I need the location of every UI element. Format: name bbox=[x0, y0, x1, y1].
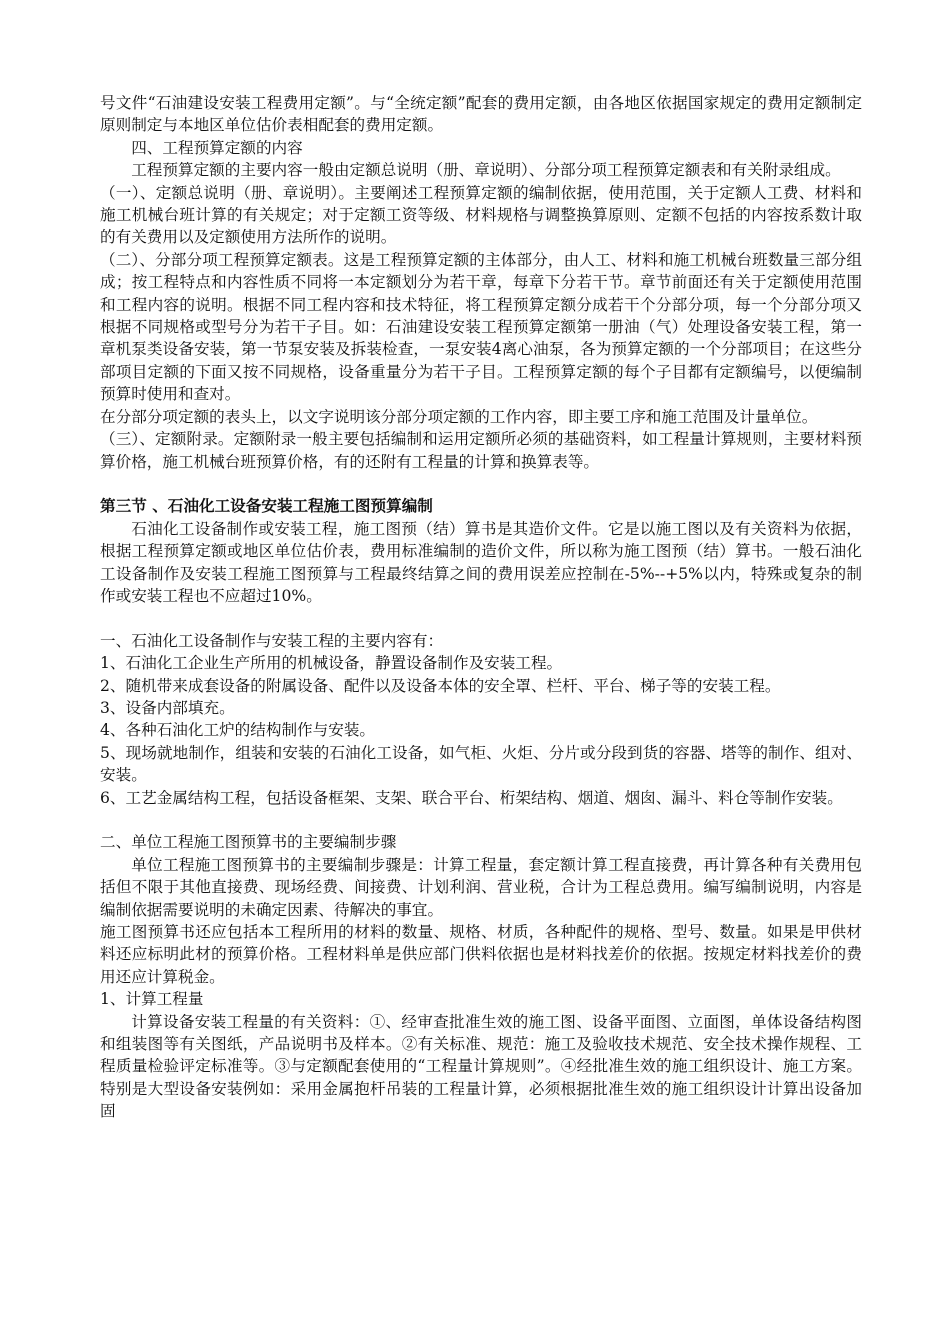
paragraph: 计算设备安装工程量的有关资料：①、经审查批准生效的施工图、设备平面图、立面图，单体设备结构图和组装图等有关图纸，产品说明书及样本。②有关标准、规范：施工及验收技术规范、安全技术操作规程、工程质量检验评定标准等。③与定额配套使用的“工程量计算规则”。④经批准生效的施工组织设计、施工方案。特别是大型设备安装例如：采用金属抱杆吊装的工程量计算，必须根据批准生效的施工组织设计计算出设备加固 bbox=[100, 1012, 862, 1121]
paragraph: 单位工程施工图预算书的主要编制步骤是：计算工程量，套定额计算工程直接费，再计算各种有关费用包括但不限于其他直接费、现场经费、间接费、计划利润、营业税，合计为工程总费用。编写编制说明，内容是编制依据需要说明的未确定因素、待解决的事宜。 bbox=[100, 855, 862, 919]
paragraph: （一）、定额总说明（册、章说明）。主要阐述工程预算定额的编制依据，使用范围，关于定额人工费、材料和施工机械台班计算的有关规定；对于定额工资等级、材料规格与调整换算原则、定额不包括的内容按系数计取的有关费用以及定额使用方法所作的说明。 bbox=[100, 183, 862, 247]
paragraph: （三）、定额附录。定额附录一般主要包括编制和运用定额所必须的基础资料，如工程量计算规则，主要材料预算价格，施工机械台班预算价格，有的还附有工程量的计算和换算表等。 bbox=[100, 430, 862, 471]
list-item: 3、设备内部填充。 bbox=[100, 698, 235, 717]
list-heading: 一、石油化工设备制作与安装工程的主要内容有： bbox=[100, 631, 444, 650]
document-page bbox=[100, 92, 862, 1123]
blank-line bbox=[100, 809, 862, 831]
blank-line bbox=[100, 473, 862, 495]
paragraph: 在分部分项定额的表头上，以文字说明该分部分项定额的工作内容，即主要工序和施工范围及计量单位。 bbox=[100, 407, 818, 426]
paragraph: 施工图预算书还应包括本工程所用的材料的数量、规格、材质，各种配件的规格、型号、数量。如果是甲供材料还应标明此材的预算价格。工程材料单是供应部门供料依据也是材料找差价的依据。按规定材料找差价的费用还应计算税金。 bbox=[100, 922, 862, 986]
paragraph: 工程预算定额的主要内容一般由定额总说明（册、章说明）、分部分项工程预算定额表和有关附录组成。 bbox=[131, 161, 841, 180]
section-heading: 四、工程预算定额的内容 bbox=[131, 138, 303, 157]
list-item: 2、随机带来成套设备的附属设备、配件以及设备本体的安全罩、栏杆、平台、梯子等的安装工程。 bbox=[100, 676, 781, 695]
list-item: 6、工艺金属结构工程，包括设备框架、支架、联合平台、桁架结构、烟道、烟囱、漏斗、料仓等制作安装。 bbox=[100, 788, 843, 807]
list-item: 5、现场就地制作，组装和安装的石油化工设备，如气柜、火炬、分片或分段到货的容器、塔等的制作、组对、安装。 bbox=[100, 743, 862, 785]
subsection-heading: 1、计算工程量 bbox=[100, 990, 204, 1009]
section-title: 第三节 、石油化工设备安装工程施工图预算编制 bbox=[100, 497, 433, 516]
list-item: 1、石油化工企业生产所用的机械设备，静置设备制作及安装工程。 bbox=[100, 654, 563, 673]
list-heading: 二、单位工程施工图预算书的主要编制步骤 bbox=[100, 833, 397, 852]
paragraph: 号文件“石油建设安装工程费用定额”。与“全统定额”配套的费用定额，由各地区依据国家规定的费用定额制定原则制定与本地区单位估价表相配套的费用定额。 bbox=[100, 94, 862, 135]
list-item: 4、各种石油化工炉的结构制作与安装。 bbox=[100, 721, 376, 740]
paragraph: 石油化工设备制作或安装工程，施工图预（结）算书是其造价文件。它是以施工图以及有关资料为依据，根据工程预算定额或地区单位估价表，费用标准编制的造价文件，所以称为施工图预（结）算书。一般石油化工设备制作及安装工程施工图预算与工程最终结算之间的费用误差应控制在-5%--+5%以内，特殊或复杂的制作或安装工程也不应超过10%。 bbox=[100, 519, 862, 605]
blank-line bbox=[100, 607, 862, 629]
paragraph: （二）、分部分项工程预算定额表。这是工程预算定额的主体部分，由人工、材料和施工机械台班数量三部分组成；按工程特点和内容性质不同将一本定额划分为若干章，每章下分若干节。章节前面还有关于定额使用范围和工程内容的说明。根据不同工程内容和技术特征，将工程预算定额分成若干个分部分项，每一个分部分项又根据不同规格或型号分为若干子目。如：石油建设安装工程预算定额第一册油（气）处理设备安装工程，第一章机泵类设备安装，第一节泵安装及拆装检查，一泵安装4离心油泵，各为预算定额的一个分部项目；在这些分部项目定额的下面又按不同规格，设备重量分为若干子目。工程预算定额的每个子目都有定额编号，以便编制预算时使用和查对。 bbox=[100, 250, 862, 404]
